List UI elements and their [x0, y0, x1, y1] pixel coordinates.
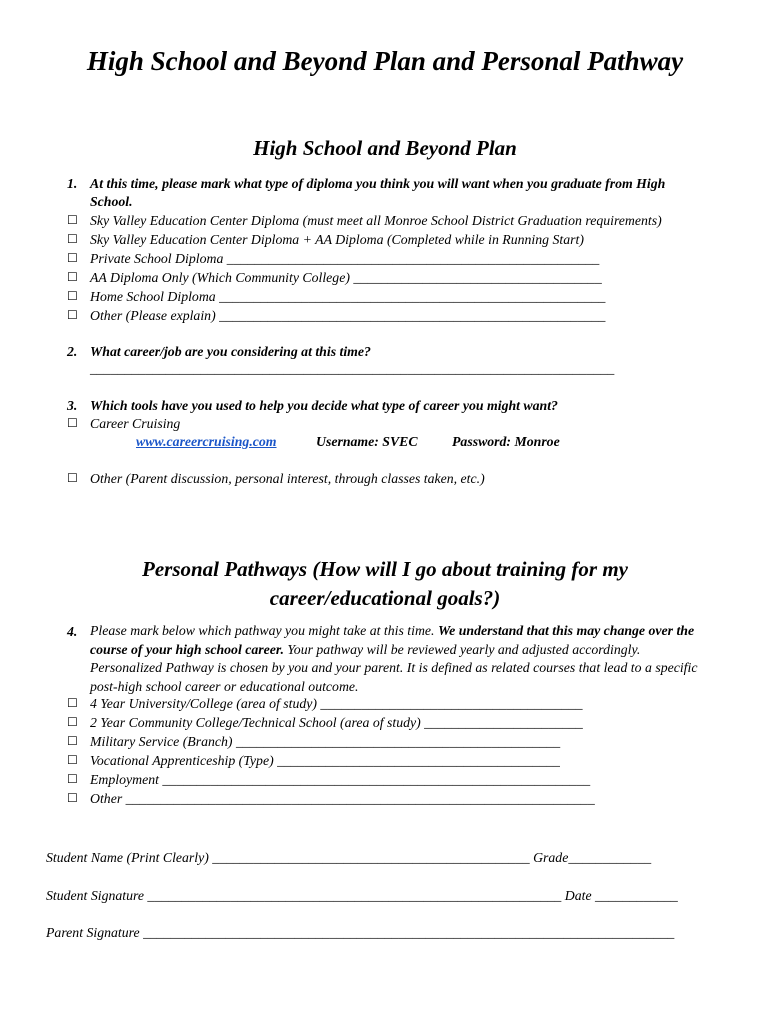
option-pathway-apprenticeship: Vocational Apprenticeship (Type) _________________________________________ [90, 753, 560, 768]
question-1-text-line1: At this time, please mark what type of diploma you think you will want when you graduate from High [90, 176, 666, 191]
section-heading-hsbp: High School and Beyond Plan [253, 136, 517, 160]
option-pathway-other: Other ____________________________________________________________________ [90, 791, 595, 806]
section-heading-pathways-line2: career/educational goals?) [269, 586, 501, 610]
checkbox-diploma-svec[interactable]: ☐ [67, 213, 78, 227]
checkbox-diploma-other[interactable]: ☐ [67, 308, 78, 322]
career-cruising-link[interactable]: www.careercruising.com [136, 434, 277, 449]
option-pathway-military: Military Service (Branch) _______________________________________________ [90, 734, 561, 749]
option-diploma-aa-only: AA Diploma Only (Which Community College) ____________________________________ [90, 270, 602, 285]
checkbox-diploma-private[interactable]: ☐ [67, 251, 78, 265]
checkbox-diploma-home-school[interactable]: ☐ [67, 289, 78, 303]
career-cruising-username: Username: SVEC [316, 434, 418, 449]
question-4-text-plain1: Please mark below which pathway you might take at this time. [90, 623, 438, 638]
option-career-cruising: Career Cruising [90, 416, 181, 431]
checkbox-pathway-apprenticeship[interactable]: ☐ [67, 753, 78, 767]
checkbox-career-cruising[interactable]: ☐ [67, 416, 78, 430]
option-pathway-university: 4 Year University/College (area of study) ______________________________________ [90, 696, 583, 711]
parent-signature-field[interactable]: Parent Signature _____________________________________________________________________________ [46, 925, 675, 940]
question-3-number: 3. [67, 398, 78, 413]
checkbox-pathway-other[interactable]: ☐ [67, 791, 78, 805]
option-tools-other: Other (Parent discussion, personal interest, through classes taken, etc.) [90, 471, 485, 486]
option-diploma-other: Other (Please explain) ________________________________________________________ [90, 308, 606, 323]
checkbox-tools-other[interactable]: ☐ [67, 471, 78, 485]
checkbox-pathway-community-college[interactable]: ☐ [67, 715, 78, 729]
checkbox-diploma-svec-aa[interactable]: ☐ [67, 232, 78, 246]
option-pathway-employment: Employment ______________________________________________________________ [90, 772, 591, 787]
question-4-number: 4. [67, 624, 78, 639]
page-title: High School and Beyond Plan and Personal Pathway [86, 46, 684, 76]
checkbox-diploma-aa-only[interactable]: ☐ [67, 270, 78, 284]
checkbox-pathway-university[interactable]: ☐ [67, 696, 78, 710]
option-diploma-svec-aa: Sky Valley Education Center Diploma + AA Diploma (Completed while in Running Start) [90, 232, 584, 247]
question-4-text [90, 622, 710, 696]
question-2-number: 2. [67, 344, 78, 359]
option-diploma-home-school: Home School Diploma ________________________________________________________ [90, 289, 606, 304]
student-signature-field[interactable]: Student Signature ____________________________________________________________ Date ____________ [46, 888, 678, 903]
checkbox-pathway-employment[interactable]: ☐ [67, 772, 78, 786]
option-pathway-community-college: 2 Year Community College/Technical School (area of study) _______________________ [90, 715, 583, 730]
question-2-answer-line[interactable]: ____________________________________________________________________________ [90, 361, 615, 376]
option-diploma-svec: Sky Valley Education Center Diploma (must meet all Monroe School District Graduation requirements) [90, 213, 662, 228]
question-2-text: What career/job are you considering at this time? [90, 344, 371, 359]
option-diploma-private: Private School Diploma ______________________________________________________ [90, 251, 600, 266]
section-heading-pathways-line1: Personal Pathways (How will I go about training for my [142, 557, 628, 581]
career-cruising-password: Password: Monroe [452, 434, 560, 449]
student-name-field[interactable]: Student Name (Print Clearly) ______________________________________________ Grade____________ [46, 850, 652, 865]
checkbox-pathway-military[interactable]: ☐ [67, 734, 78, 748]
question-1-text-line2: School. [90, 194, 133, 209]
question-1-number: 1. [67, 176, 78, 191]
question-4-text-plain2: Your pathway will be reviewed yearly and adjusted accordingly. Personalized Pathway is chosen by you and your parent. It is defined as related courses that lead to a specific post-high school career or educational outcome. [90, 641, 698, 694]
question-3-text: Which tools have you used to help you decide what type of career you might want? [90, 398, 558, 413]
question-4-text-bold: We understand that this may change over the course of your high school career. [90, 623, 695, 657]
